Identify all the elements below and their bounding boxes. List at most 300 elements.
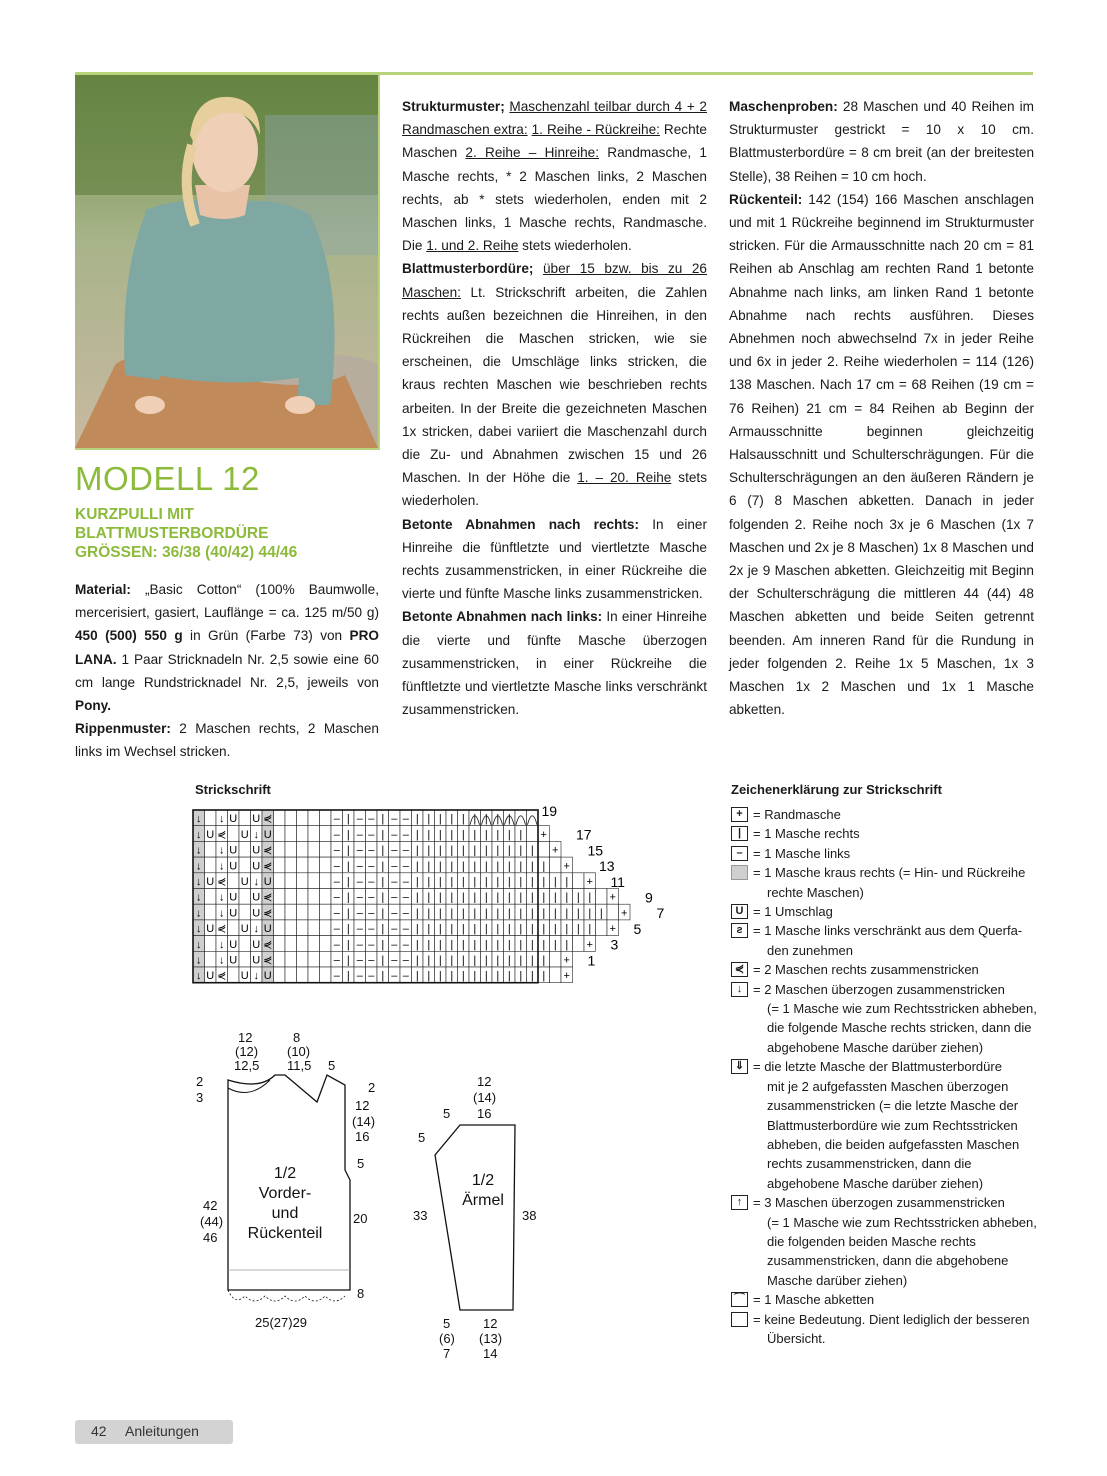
chart-cell (596, 889, 608, 905)
chart-symbol: – (368, 860, 375, 873)
chart-symbol: + (540, 828, 547, 841)
chart-symbol: | (599, 907, 603, 920)
chart-symbol: ↓ (219, 813, 225, 826)
dim-label: 12 (477, 1074, 492, 1089)
dim-label: 46 (203, 1230, 218, 1245)
chart-symbol: ⋞ (263, 813, 273, 826)
chart-symbol: | (461, 970, 465, 983)
chart-symbol: – (391, 923, 398, 936)
piece-label: Rückenteil (247, 1225, 323, 1242)
legend-item (731, 960, 1041, 979)
chart-symbol: | (461, 828, 465, 841)
legend-item (731, 980, 1041, 1058)
leaf-border-text: Lt. Strickschrift arbeiten, die Zahlen rechts außen bezeichnen die Hinreihen, in den Rückreihen die Maschen stricken, wie sie erscheinen, die Umschläge links stricken, die kraus rechten Maschen wie beschrieben rechts arbeiten. In der Breite die gezeichneten Maschen 1x stricken, dabei variiert die Maschenzahl durch die Zu- und Abnahmen zwischen 15 und 26 Maschen. In der Höhe die (402, 284, 707, 486)
rib-label: Rippenmuster: (75, 721, 171, 737)
texture-label: Strukturmuster; (402, 99, 505, 114)
row-number: 19 (541, 803, 558, 819)
chart-cell (285, 826, 297, 842)
chart-symbol: – (333, 938, 340, 951)
chart-cell (205, 904, 217, 920)
body-outline (228, 1075, 350, 1290)
chart-symbol: – (368, 828, 375, 841)
chart-symbol: – (391, 828, 398, 841)
chart-symbol: – (368, 891, 375, 904)
dim-label: 16 (477, 1106, 492, 1121)
subtitle-line: KURZPULLI MIT (75, 506, 194, 523)
chart-cell (320, 920, 332, 936)
legend-text: = 1 Umschlag (753, 904, 833, 920)
chart-symbol: | (473, 891, 477, 904)
chart-cell (320, 936, 332, 952)
brand-name: Pony. (75, 698, 112, 714)
back-text: 142 (154) 166 Maschen anschlagen und mit 1 Rückreihe beginnend im Strukturmuster stricken. Für die Armausschnitte nach 20 cm = 81 Reihen ab Anschlag am rechten Rand 1 betonte Abnahme nach links, am linken Rand 1 betonte Abnahme nach rechts ausführen. Dieses Abnehmen noch abwechselnd 7x in jeder Reihe und 6x in jeder 2. Reihe wiederholen = 114 (126) 138 Maschen. Nach 17 cm = 68 Reihen (19 cm = 76 Reihen) 21 cm = 84 Reihen ab Beginn der Armausschnitte beginnen gleichzeitig Halsausschnitt und Schulterschrägungen. Für die Schulterschrägungen an den äußeren Rändern je 6 (7) 8 Maschen abketten. Danach in jeder folgenden 2. Reihe noch 3x je 6 Maschen (1x 7 Maschen und 2x je 8 Maschen) 1x 8 Maschen und 2x je 9 Maschen abketten. Gleichzeitig mit Beginn der Schulterschrägung die mittleren 44 (44) 48 Maschen abketten und beide Seiten getrennt beenden. Am inneren Rand für die Rundung in jeder folgenden 2. Reihe 1x 5 Maschen, 1x 3 Maschen 1x 2 Maschen und 1x 1 Masche abketten. (729, 191, 1034, 718)
chart-symbol: | (542, 891, 546, 904)
chart-cell (274, 920, 286, 936)
chart-symbol: | (530, 860, 534, 873)
dim-label: 5 (443, 1106, 451, 1121)
chart-symbol: | (438, 923, 442, 936)
chart-cell (550, 857, 562, 873)
dim-label: 14 (483, 1346, 498, 1360)
edge-stitch-icon: + (731, 807, 748, 822)
chart-symbol: + (563, 860, 570, 873)
legend-item (731, 844, 1041, 863)
chart-symbol: ⋞ (217, 828, 227, 841)
chart-symbol: | (565, 891, 569, 904)
legend-item (731, 1193, 1041, 1290)
chart-cell (308, 810, 320, 826)
chart-symbol: – (402, 891, 409, 904)
chart-symbol: – (333, 828, 340, 841)
chart-symbol: ↓ (196, 938, 202, 951)
row-number: 3 (610, 936, 619, 953)
chart-symbol: U (229, 907, 238, 920)
chart-symbol: ↓ (196, 907, 202, 920)
chart-cell (297, 936, 309, 952)
chart-cell (285, 889, 297, 905)
chart-cell (285, 920, 297, 936)
instructions-text (729, 95, 1034, 721)
chart-cell (228, 920, 240, 936)
chart-symbol: | (519, 923, 523, 936)
chart-symbol: | (553, 938, 557, 951)
chart-cell (320, 857, 332, 873)
chart-cell (320, 951, 332, 967)
material-text: 1 Paar Stricknadeln Nr. 2,5 sowie eine 60 cm lange Rundstricknadel Nr. 2,5, jeweils von (75, 651, 379, 690)
dim-label: 12 (355, 1098, 370, 1113)
last-stitch-decrease-icon: ⇓ (731, 1059, 748, 1074)
chart-symbol: | (381, 813, 385, 826)
chart-symbol: ⋞ (263, 954, 273, 967)
chart-symbol: | (450, 954, 454, 967)
chart-cell (527, 826, 539, 842)
chart-symbol: | (450, 860, 454, 873)
chart-symbol: | (473, 876, 477, 888)
chart-cell (297, 841, 309, 857)
chart-cell (274, 951, 286, 967)
leaf-border-text: über 15 bzw. bis zu 26 Maschen: (402, 261, 707, 300)
chart-symbol: – (391, 954, 398, 967)
dim-label: 25(27)29 (255, 1315, 308, 1330)
chart-symbol: | (588, 891, 592, 904)
chart-symbol: | (346, 828, 350, 841)
chart-symbol: | (565, 923, 569, 936)
chart-symbol: | (553, 891, 557, 904)
chart-symbol: – (402, 876, 409, 888)
dim-label: 42 (203, 1198, 218, 1213)
legend (731, 805, 1041, 1348)
chart-symbol: | (427, 891, 431, 904)
chart-symbol: – (356, 844, 363, 857)
chart-symbol: | (473, 923, 477, 936)
chart-symbol: – (356, 828, 363, 841)
chart-cell (205, 951, 217, 967)
chart-cell (285, 873, 297, 889)
chart-symbol: – (402, 844, 409, 857)
rib-text: 2 Maschen rechts, 2 Maschen links im Wechsel stricken. (75, 721, 379, 760)
texture-text: 1. Reihe - Rückreihe: (531, 122, 660, 138)
row-number: 11 (610, 873, 625, 890)
chart-symbol: | (542, 923, 546, 936)
chart-symbol: – (391, 844, 398, 857)
chart-symbol: | (576, 923, 580, 936)
chart-symbol: ⋞ (263, 938, 273, 951)
chart-symbol: | (507, 970, 511, 983)
chart-symbol: | (484, 907, 488, 920)
chart-cell (285, 904, 297, 920)
legend-text: = 2 Maschen überzogen zusammenstricken (753, 981, 1005, 997)
chart-cell (573, 936, 585, 952)
chart-symbol: – (333, 891, 340, 904)
size-line: GRÖSSEN: 36/38 (40/42) 44/46 (75, 544, 298, 561)
chart-symbol: + (586, 938, 593, 951)
chart-symbol: – (402, 970, 409, 983)
chart-symbol: | (381, 844, 385, 857)
chart-symbol: | (346, 891, 350, 904)
chart-symbol: – (356, 860, 363, 873)
chart-symbol: ↓ (196, 828, 202, 841)
chart-symbol: | (450, 828, 454, 841)
decrease-right-label: Betonte Abnahmen nach rechts: (402, 516, 640, 532)
chart-symbol: | (484, 828, 488, 841)
legend-text-cont: (= 1 Masche wie zum Rechtsstricken abheben, die folgenden beiden Masche rechts zusammenstricken, dann die abgehobene Masche darüber ziehen) (767, 1214, 1037, 1288)
legend-text: = 2 Maschen rechts zusammenstricken (753, 962, 979, 978)
chart-symbol: | (450, 923, 454, 936)
chart-symbol: – (333, 907, 340, 920)
chart-symbol: | (346, 876, 350, 888)
chart-symbol: – (368, 876, 375, 888)
chart-symbol: – (402, 828, 409, 841)
dim-label: 20 (353, 1211, 368, 1226)
chart-symbol: U (263, 828, 272, 841)
dim-label: (14) (473, 1090, 497, 1105)
chart-symbol: | (415, 891, 419, 904)
model-subtitle (75, 505, 385, 562)
chart-symbol: | (473, 970, 477, 983)
chart-symbol: U (206, 876, 215, 888)
body-schematic (190, 1030, 390, 1360)
piece-label: Ärmel (462, 1192, 504, 1209)
back-label: Rückenteil: (729, 191, 803, 207)
chart-cell (320, 904, 332, 920)
chart-symbol: + (609, 891, 616, 904)
dim-label: 8 (357, 1286, 365, 1301)
dim-label: 7 (443, 1346, 451, 1360)
chart-symbol: | (530, 844, 534, 857)
chart-symbol: | (507, 907, 511, 920)
chart-symbol: – (333, 970, 340, 983)
chart-symbol: – (356, 970, 363, 983)
chart-symbol: | (484, 813, 488, 826)
chart-symbol: – (356, 938, 363, 951)
row-number: 15 (587, 842, 604, 859)
chart-symbol: | (576, 891, 580, 904)
chart-symbol: U (240, 876, 249, 888)
chart-cell (274, 841, 286, 857)
chart-symbol: ⋞ (263, 891, 273, 904)
chart-cell (308, 920, 320, 936)
chart-symbol: ↓ (196, 954, 202, 967)
chart-symbol: | (438, 970, 442, 983)
chart-symbol: | (427, 923, 431, 936)
chart-cell (550, 951, 562, 967)
chart-symbol: U (229, 813, 238, 826)
gauge-label: Maschenproben: (729, 99, 838, 114)
chart-symbol: | (542, 876, 546, 888)
skp-icon: ↓ (731, 982, 748, 997)
chart-symbol: | (450, 844, 454, 857)
chart-cell (285, 857, 297, 873)
chart-symbol: | (484, 954, 488, 967)
knitting-chart (190, 800, 690, 990)
chart-cell (297, 826, 309, 842)
chart-cell (297, 920, 309, 936)
chart-cell (274, 826, 286, 842)
chart-symbol: | (484, 970, 488, 983)
chart-symbol: | (496, 813, 500, 826)
chart-cell (297, 967, 309, 983)
chart-symbol: ↓ (219, 844, 225, 857)
chart-symbol: – (391, 891, 398, 904)
chart-symbol: + (552, 844, 559, 857)
chart-symbol: | (496, 923, 500, 936)
legend-text: = 1 Masche abketten (753, 1292, 875, 1308)
chart-cell (285, 841, 297, 857)
row-number: 9 (644, 889, 653, 906)
chart-symbol: | (427, 813, 431, 826)
chart-symbol: U (240, 923, 249, 936)
chart-symbol: | (346, 923, 350, 936)
chart-symbol: | (519, 954, 523, 967)
leaf-border-text: 1. – 20. Reihe (577, 470, 672, 486)
legend-text: = 1 Masche rechts (753, 826, 860, 842)
chart-cell (205, 889, 217, 905)
legend-text: = keine Bedeutung. Dient lediglich der besseren (753, 1311, 1030, 1327)
chart-symbol: | (415, 923, 419, 936)
chart-cell (308, 951, 320, 967)
legend-title: Zeichenerklärung zur Strickschrift (731, 782, 942, 797)
chart-cell (205, 810, 217, 826)
sleeve-schematic (405, 1070, 555, 1360)
chart-symbol: – (368, 923, 375, 936)
chart-symbol: | (576, 907, 580, 920)
chart-symbol: | (461, 876, 465, 888)
chart-symbol: | (427, 938, 431, 951)
chart-symbol: | (519, 860, 523, 873)
chart-symbol: | (530, 970, 534, 983)
pattern-text (402, 95, 707, 721)
chart-symbol: | (415, 876, 419, 888)
chart-symbol: ↓ (219, 938, 225, 951)
chart-title: Strickschrift (195, 782, 271, 797)
chart-symbol: | (553, 876, 557, 888)
texture-text: Maschenzahl teilbar durch 4 + 2 Randmaschen extra: (402, 99, 707, 138)
chart-symbol: | (507, 844, 511, 857)
chart-symbol: ↓ (196, 923, 202, 936)
chart-symbol: – (368, 813, 375, 826)
chart-symbol: – (333, 954, 340, 967)
dim-label: (6) (439, 1331, 455, 1346)
legend-item (731, 1057, 1041, 1193)
chart-cell (308, 873, 320, 889)
chart-symbol: ↓ (196, 876, 202, 888)
chart-symbol: ⋞ (217, 923, 227, 936)
chart-symbol: | (415, 860, 419, 873)
chart-symbol: – (368, 907, 375, 920)
materials-text (75, 578, 379, 764)
chart-cell (205, 841, 217, 857)
dim-label: 33 (413, 1208, 428, 1223)
chart-symbol: | (473, 938, 477, 951)
chart-symbol: | (415, 828, 419, 841)
chart-symbol: ⋞ (263, 844, 273, 857)
chart-cell (274, 967, 286, 983)
model-title: MODELL 12 (75, 460, 260, 497)
leaf-border-text: stets wiederholen. (402, 470, 707, 509)
chart-symbol: ↓ (196, 813, 202, 826)
chart-symbol: U (206, 970, 215, 983)
texture-text: Randmasche, 1 Masche rechts, * 2 Maschen links, 2 Maschen rechts, ab * stets wiederholen, enden mit 2 Maschen links, 1 Masche rechts, Randmasche. Die (402, 145, 707, 254)
chart-symbol: + (609, 923, 616, 936)
no-stitch-icon (731, 1312, 748, 1327)
chart-symbol: ↓ (253, 828, 259, 841)
chart-cell (308, 889, 320, 905)
chart-cell (239, 889, 251, 905)
chart-symbol: U (229, 938, 238, 951)
material-text: in Grün (Farbe 73) von (182, 628, 350, 644)
chart-symbol: – (368, 938, 375, 951)
chart-symbol: | (461, 891, 465, 904)
chart-symbol: ↓ (196, 970, 202, 983)
chart-symbol: | (530, 923, 534, 936)
chart-symbol: ⋞ (263, 907, 273, 920)
legend-item (731, 805, 1041, 824)
chart-symbol: | (530, 938, 534, 951)
chart-symbol: | (381, 907, 385, 920)
chart-symbol: | (519, 891, 523, 904)
chart-symbol: | (588, 907, 592, 920)
dim-label: 16 (355, 1129, 370, 1144)
chart-symbol: | (346, 860, 350, 873)
knit-icon: | (731, 826, 748, 841)
chart-symbol: – (333, 876, 340, 888)
row-number: 5 (633, 920, 642, 937)
chart-symbol: – (368, 954, 375, 967)
chart-symbol: | (381, 860, 385, 873)
legend-text-cont: (= 1 Masche wie zum Rechtsstricken abheben, die folgende Masche rechts stricken, dann die abgehobene Masche darüber ziehen) (767, 1001, 1037, 1055)
chart-cell (285, 936, 297, 952)
chart-symbol: | (473, 813, 477, 826)
chart-symbol: U (263, 876, 272, 888)
chart-symbol: ↓ (196, 844, 202, 857)
chart-symbol: | (461, 938, 465, 951)
chart-symbol: | (530, 876, 534, 888)
chart-symbol: | (381, 876, 385, 888)
chart-cell (308, 967, 320, 983)
chart-symbol: | (565, 907, 569, 920)
chart-symbol: – (356, 813, 363, 826)
dim-label: 2 (196, 1074, 204, 1089)
chart-symbol: – (391, 970, 398, 983)
chart-symbol: U (252, 813, 261, 826)
dim-label: 2 (368, 1080, 376, 1095)
chart-cell (297, 951, 309, 967)
chart-symbol: | (553, 923, 557, 936)
chart-symbol: | (496, 876, 500, 888)
dim-label: 5 (328, 1058, 336, 1073)
chart-symbol: | (427, 970, 431, 983)
chart-cell (205, 857, 217, 873)
chart-symbol: | (415, 938, 419, 951)
chart-symbol: – (402, 923, 409, 936)
chart-symbol: ↓ (219, 891, 225, 904)
chart-cell (239, 841, 251, 857)
chart-symbol: | (427, 876, 431, 888)
chart-symbol: ↓ (219, 954, 225, 967)
chart-cell (320, 967, 332, 983)
dim-label: (14) (352, 1114, 376, 1129)
legend-item (731, 863, 1041, 902)
chart-symbol: | (542, 954, 546, 967)
row-number: 17 (575, 826, 592, 843)
chart-symbol: – (333, 813, 340, 826)
chart-symbol: – (402, 954, 409, 967)
chart-cell (573, 873, 585, 889)
chart-symbol: – (391, 860, 398, 873)
piece-label: Vorder- (258, 1185, 312, 1202)
chart-symbol: U (240, 828, 249, 841)
chart-symbol: | (496, 844, 500, 857)
section-name: Anleitungen (125, 1423, 199, 1439)
texture-text: stets wiederholen. (518, 238, 632, 254)
legend-text: = 1 Masche links (753, 845, 851, 861)
chart-symbol: | (450, 876, 454, 888)
texture-text: Rechte Maschen (402, 122, 707, 161)
chart-cell (320, 826, 332, 842)
chart-cell (274, 889, 286, 905)
chart-cell (607, 904, 619, 920)
page-footer (75, 1420, 233, 1444)
chart-symbol: | (496, 938, 500, 951)
chart-symbol: | (427, 860, 431, 873)
chart-symbol: ↓ (219, 907, 225, 920)
chart-symbol: | (415, 970, 419, 983)
chart-symbol: | (450, 907, 454, 920)
dim-label: 11,5 (287, 1058, 312, 1073)
chart-symbol: – (356, 923, 363, 936)
chart-symbol: U (229, 844, 238, 857)
dim-label: 3 (196, 1090, 204, 1105)
